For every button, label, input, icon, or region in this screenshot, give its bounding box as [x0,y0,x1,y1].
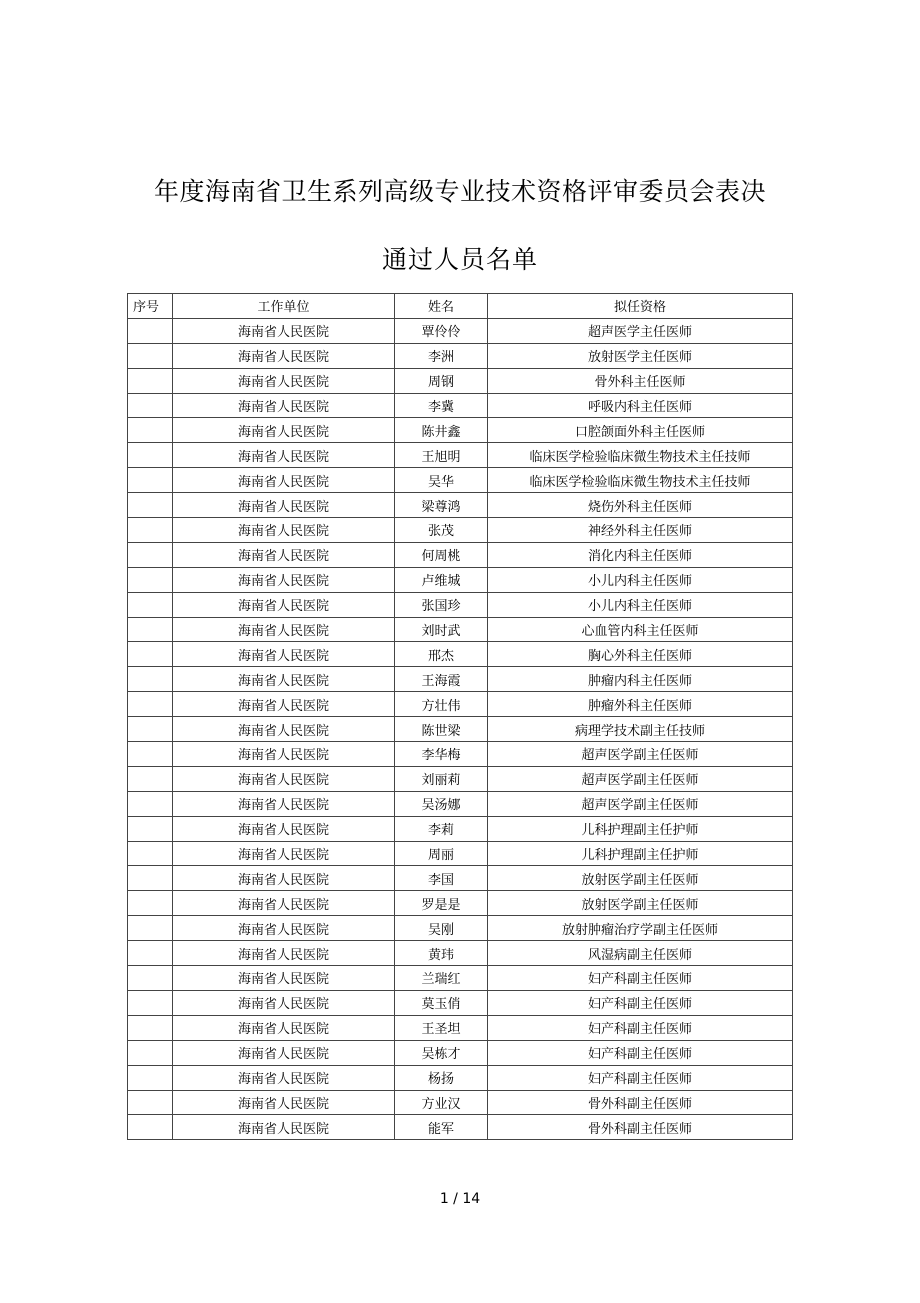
cell-qualification: 消化内科主任医师 [488,542,793,567]
cell-index [128,418,173,443]
table-row [128,617,793,642]
cell-name: 李洲 [395,343,488,368]
table-row [128,742,793,767]
cell-unit: 海南省人民医院 [173,916,395,941]
cell-qualification: 小儿内科主任医师 [488,567,793,592]
cell-index [128,642,173,667]
cell-name: 李冀 [395,393,488,418]
cell-name: 李华梅 [395,742,488,767]
cell-qualification: 临床医学检验临床微生物技术主任技师 [488,443,793,468]
table-row [128,567,793,592]
cell-name: 张茂 [395,518,488,543]
cell-unit: 海南省人民医院 [173,816,395,841]
roster-table [127,293,793,1140]
table-row [128,1015,793,1040]
table-row [128,891,793,916]
cell-unit: 海南省人民医院 [173,1065,395,1090]
table-row [128,1065,793,1090]
table-row [128,841,793,866]
cell-qualification: 心血管内科主任医师 [488,617,793,642]
cell-name: 王海霞 [395,667,488,692]
cell-qualification: 神经外科主任医师 [488,518,793,543]
cell-unit: 海南省人民医院 [173,791,395,816]
cell-unit: 海南省人民医院 [173,692,395,717]
cell-qualification: 呼吸内科主任医师 [488,393,793,418]
table-row [128,343,793,368]
cell-unit: 海南省人民医院 [173,318,395,343]
cell-name: 方壮伟 [395,692,488,717]
table-row [128,791,793,816]
cell-index [128,667,173,692]
cell-unit: 海南省人民医院 [173,1040,395,1065]
cell-index [128,866,173,891]
cell-name: 陈世梁 [395,717,488,742]
cell-index [128,692,173,717]
cell-qualification: 超声医学副主任医师 [488,791,793,816]
cell-name: 张国珍 [395,592,488,617]
table-row [128,717,793,742]
table-row [128,990,793,1015]
cell-qualification: 放射医学副主任医师 [488,866,793,891]
cell-qualification: 妇产科副主任医师 [488,990,793,1015]
table-row [128,493,793,518]
table-row [128,816,793,841]
table-row [128,1090,793,1115]
col-header-name: 姓名 [395,294,488,319]
cell-name: 王圣坦 [395,1015,488,1040]
cell-unit: 海南省人民医院 [173,891,395,916]
cell-name: 吴栋才 [395,1040,488,1065]
cell-name: 卢维城 [395,567,488,592]
cell-unit: 海南省人民医院 [173,468,395,493]
cell-unit: 海南省人民医院 [173,941,395,966]
cell-unit: 海南省人民医院 [173,592,395,617]
table-row [128,966,793,991]
cell-unit: 海南省人民医院 [173,766,395,791]
cell-qualification: 临床医学检验临床微生物技术主任技师 [488,468,793,493]
roster-body [128,318,793,1139]
cell-name: 方业汉 [395,1090,488,1115]
cell-index [128,393,173,418]
cell-qualification: 妇产科副主任医师 [488,1040,793,1065]
cell-unit: 海南省人民医院 [173,990,395,1015]
cell-index [128,990,173,1015]
col-header-qualification: 拟任资格 [488,294,793,319]
cell-qualification: 口腔颌面外科主任医师 [488,418,793,443]
cell-index [128,542,173,567]
cell-index [128,1115,173,1140]
cell-name: 兰瑞红 [395,966,488,991]
table-row [128,866,793,891]
cell-index [128,816,173,841]
cell-name: 黄玮 [395,941,488,966]
cell-name: 李国 [395,866,488,891]
table-row [128,941,793,966]
cell-qualification: 肿瘤内科主任医师 [488,667,793,692]
cell-qualification: 超声医学副主任医师 [488,766,793,791]
cell-name: 陈井鑫 [395,418,488,443]
table-row [128,916,793,941]
cell-qualification: 骨外科副主任医师 [488,1090,793,1115]
table-row [128,1040,793,1065]
cell-name: 李莉 [395,816,488,841]
cell-unit: 海南省人民医院 [173,493,395,518]
table-row [128,368,793,393]
cell-unit: 海南省人民医院 [173,1115,395,1140]
cell-qualification: 超声医学主任医师 [488,318,793,343]
table-row [128,418,793,443]
table-row [128,542,793,567]
cell-unit: 海南省人民医院 [173,393,395,418]
cell-index [128,592,173,617]
cell-unit: 海南省人民医院 [173,1015,395,1040]
cell-qualification: 风湿病副主任医师 [488,941,793,966]
cell-index [128,791,173,816]
cell-index [128,468,173,493]
page-number: 1 / 14 [439,1191,481,1207]
cell-unit: 海南省人民医院 [173,368,395,393]
cell-qualification: 病理学技术副主任技师 [488,717,793,742]
cell-name: 王旭明 [395,443,488,468]
cell-qualification: 肿瘤外科主任医师 [488,692,793,717]
cell-index [128,891,173,916]
cell-index [128,617,173,642]
cell-unit: 海南省人民医院 [173,617,395,642]
cell-index [128,742,173,767]
cell-index [128,443,173,468]
cell-unit: 海南省人民医院 [173,717,395,742]
cell-index [128,567,173,592]
table-row [128,443,793,468]
cell-unit: 海南省人民医院 [173,841,395,866]
document-title-line-2: 通过人员名单 [381,245,538,274]
document-title-line-1: 年度海南省卫生系列高级专业技术资格评审委员会表决 [153,177,766,206]
cell-unit: 海南省人民医院 [173,343,395,368]
cell-index [128,1040,173,1065]
cell-qualification: 小儿内科主任医师 [488,592,793,617]
cell-name: 刘丽莉 [395,766,488,791]
cell-index [128,368,173,393]
cell-index [128,841,173,866]
cell-qualification: 妇产科副主任医师 [488,1015,793,1040]
cell-name: 覃伶伶 [395,318,488,343]
cell-qualification: 儿科护理副主任护师 [488,841,793,866]
cell-unit: 海南省人民医院 [173,1090,395,1115]
cell-qualification: 放射医学主任医师 [488,343,793,368]
cell-name: 吴华 [395,468,488,493]
table-row [128,667,793,692]
cell-unit: 海南省人民医院 [173,966,395,991]
cell-index [128,1090,173,1115]
cell-unit: 海南省人民医院 [173,567,395,592]
cell-qualification: 骨外科副主任医师 [488,1115,793,1140]
cell-unit: 海南省人民医院 [173,418,395,443]
cell-name: 吴汤娜 [395,791,488,816]
table-row [128,518,793,543]
cell-name: 刘时武 [395,617,488,642]
table-row [128,468,793,493]
cell-index [128,518,173,543]
cell-index [128,717,173,742]
table-row [128,592,793,617]
cell-qualification: 胸心外科主任医师 [488,642,793,667]
cell-qualification: 妇产科副主任医师 [488,1065,793,1090]
cell-index [128,916,173,941]
cell-name: 周丽 [395,841,488,866]
cell-index [128,343,173,368]
cell-name: 邢杰 [395,642,488,667]
cell-unit: 海南省人民医院 [173,443,395,468]
cell-name: 周钢 [395,368,488,393]
cell-qualification: 烧伤外科主任医师 [488,493,793,518]
col-header-unit: 工作单位 [173,294,395,319]
cell-name: 吴刚 [395,916,488,941]
cell-qualification: 超声医学副主任医师 [488,742,793,767]
cell-index [128,1065,173,1090]
cell-index [128,766,173,791]
cell-name: 莫玉俏 [395,990,488,1015]
table-row [128,393,793,418]
cell-unit: 海南省人民医院 [173,542,395,567]
table-row [128,642,793,667]
cell-unit: 海南省人民医院 [173,742,395,767]
table-row [128,692,793,717]
cell-index [128,941,173,966]
table-row [128,1115,793,1140]
cell-unit: 海南省人民医院 [173,518,395,543]
cell-unit: 海南省人民医院 [173,667,395,692]
table-row [128,766,793,791]
cell-qualification: 骨外科主任医师 [488,368,793,393]
cell-qualification: 放射肿瘤治疗学副主任医师 [488,916,793,941]
cell-qualification: 放射医学副主任医师 [488,891,793,916]
cell-qualification: 妇产科副主任医师 [488,966,793,991]
cell-index [128,318,173,343]
cell-unit: 海南省人民医院 [173,866,395,891]
header-row [128,294,793,319]
cell-index [128,966,173,991]
cell-name: 能军 [395,1115,488,1140]
cell-qualification: 儿科护理副主任护师 [488,816,793,841]
table-row [128,318,793,343]
cell-name: 梁尊鸿 [395,493,488,518]
cell-name: 罗是是 [395,891,488,916]
col-header-index: 序号 [128,294,173,319]
cell-unit: 海南省人民医院 [173,642,395,667]
cell-index [128,493,173,518]
cell-name: 何周桃 [395,542,488,567]
cell-index [128,1015,173,1040]
cell-name: 杨扬 [395,1065,488,1090]
